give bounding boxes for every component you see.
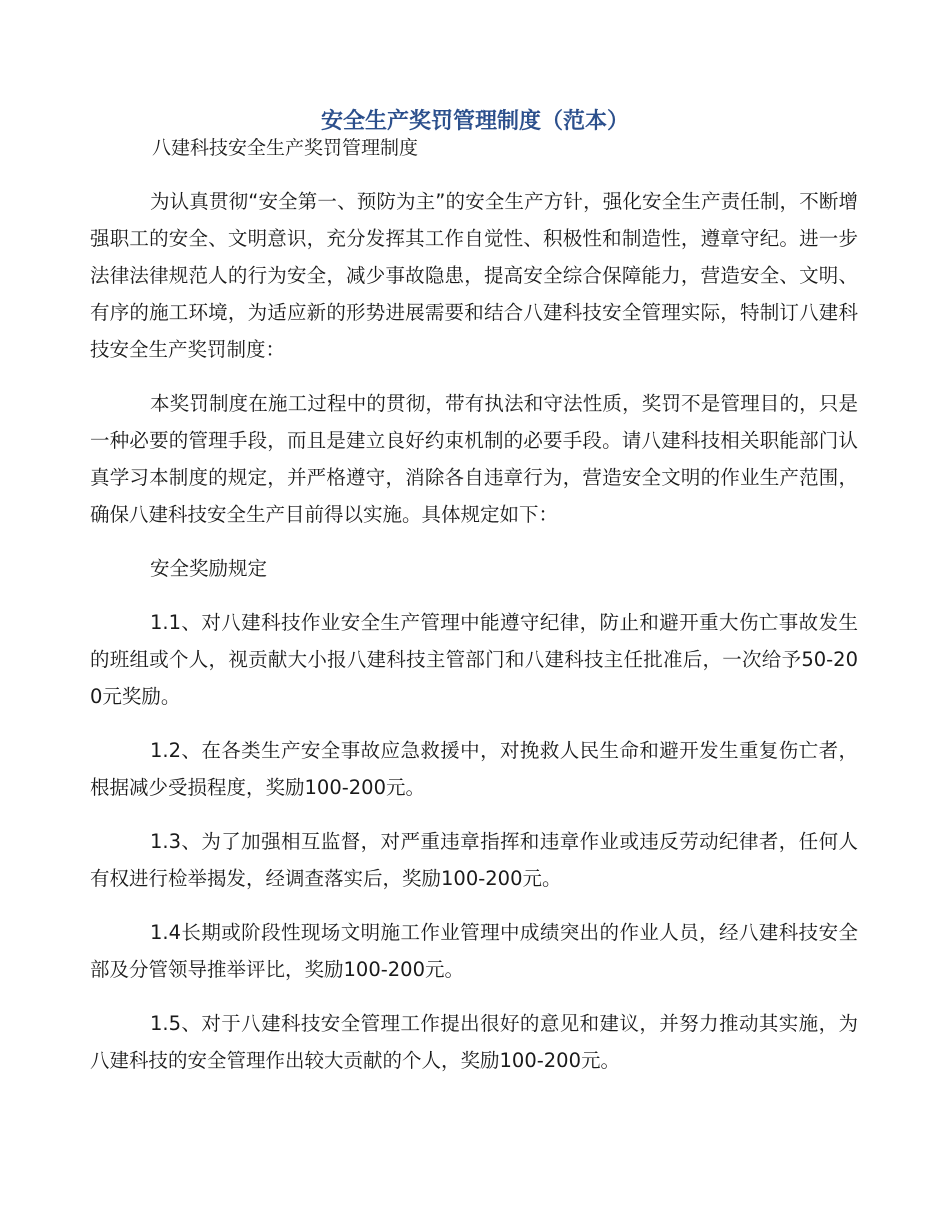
rule-1-3: 1.3、为了加强相互监督，对严重违章指挥和违章作业或违反劳动纪律者，任何人有权进行检举揭发，经调查落实后，奖励100-200元。 [90, 830, 858, 890]
rule-1-4: 1.4长期或阶段性现场文明施工作业管理中成绩突出的作业人员，经八建科技安全部及分管领导推举评比，奖励100-200元。 [90, 921, 858, 981]
document-title: 安全生产奖罚管理制度（范本） [320, 108, 629, 134]
document-subtitle: 八建科技安全生产奖罚管理制度 [152, 137, 419, 159]
intro-paragraph: 为认真贯彻“安全第一、预防为主”的安全生产方针，强化安全生产责任制，不断增强职工的安全、文明意识，充分发挥其工作自觉性、积极性和制造性，遵章守纪。进一步法律法律规范人的行为安全，减少事故隐患，提高安全综合保障能力，营造安全、文明、有序的施工环境，为适应新的形势进展需要和结合八建科技安全管理实际，特制订八建科技安全生产奖罚制度： [90, 190, 858, 361]
section-heading-rewards: 安全奖励规定 [150, 557, 268, 580]
rule-1-1: 1.1、对八建科技作业安全生产管理中能遵守纪律，防止和避开重大伤亡事故发生的班组或个人，视贡献大小报八建科技主管部门和八建科技主任批准后，一次给予50-200元奖励。 [90, 611, 858, 708]
document-body [90, 183, 858, 1096]
rule-1-5: 1.5、对于八建科技安全管理工作提出很好的意见和建议，并努力推动其实施，为八建科技的安全管理作出较大贡献的个人，奖励100-200元。 [90, 1012, 858, 1072]
rule-1-2: 1.2、在各类生产安全事故应急救援中，对挽救人民生命和避开发生重复伤亡者，根据减少受损程度，奖励100-200元。 [90, 739, 858, 799]
scope-paragraph: 本奖罚制度在施工过程中的贯彻，带有执法和守法性质，奖罚不是管理目的，只是一种必要的管理手段，而且是建立良好约束机制的必要手段。请八建科技相关职能部门认真学习本制度的规定，并严格遵守，消除各自违章行为，营造安全文明的作业生产范围，确保八建科技安全生产目前得以实施。具体规定如下： [90, 392, 858, 526]
